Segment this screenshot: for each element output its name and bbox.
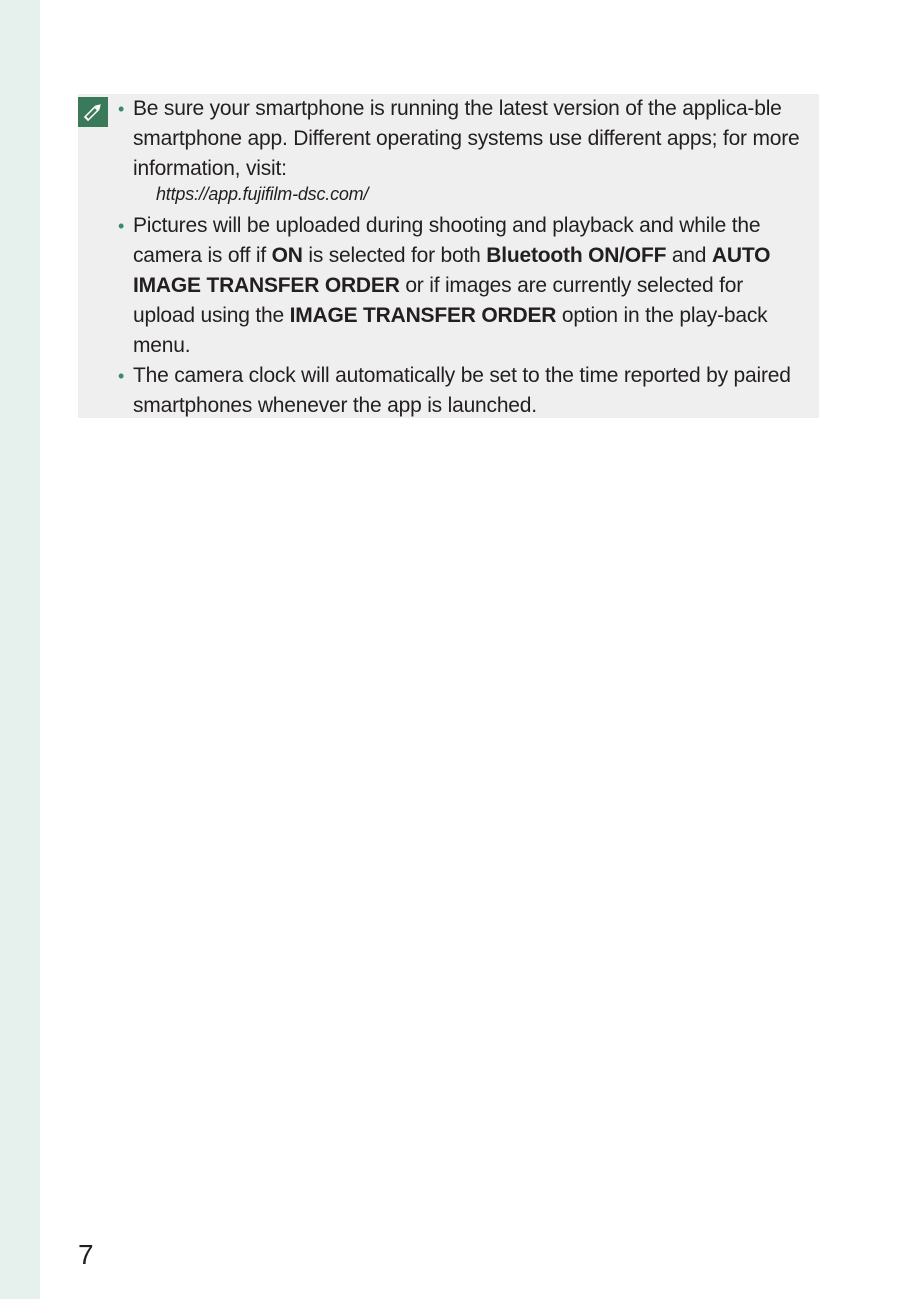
bullet-icon: • xyxy=(118,366,125,386)
note-text: and xyxy=(666,244,712,267)
bold-term: IMAGE TRANSFER ORDER xyxy=(289,304,557,327)
note-list xyxy=(116,94,806,421)
bold-term: AUTO IMAGE TRANSFER ORDER xyxy=(133,244,771,297)
note-text: Pictures will be uploaded during shooting and playback and while the camera is off if xyxy=(133,214,761,267)
note-item xyxy=(116,361,806,421)
bold-term: Bluetooth ON/OFF xyxy=(486,244,667,267)
note-text: option in the play-back menu. xyxy=(133,304,768,357)
note-text: The camera clock will automatically be set to the time reported by paired smartphones whenever the app is launched. xyxy=(133,364,791,417)
note-text: or if images are currently selected for upload using the xyxy=(133,274,743,327)
page-number: 7 xyxy=(78,1239,94,1270)
note-item xyxy=(116,211,806,361)
note-pencil-icon xyxy=(78,97,108,127)
bullet-icon: • xyxy=(118,99,125,119)
url-link[interactable]: https://app.fujifilm-dsc.com/ xyxy=(156,184,369,204)
side-strip xyxy=(0,0,40,1299)
note-text: is selected for both xyxy=(302,244,487,267)
note-item xyxy=(116,94,806,204)
bold-term: ON xyxy=(271,244,303,267)
bullet-icon: • xyxy=(118,216,125,236)
note-text: Be sure your smartphone is running the latest version of the applica-ble smartphone app. Different operating systems use different apps; for more information, visit: xyxy=(133,97,800,180)
